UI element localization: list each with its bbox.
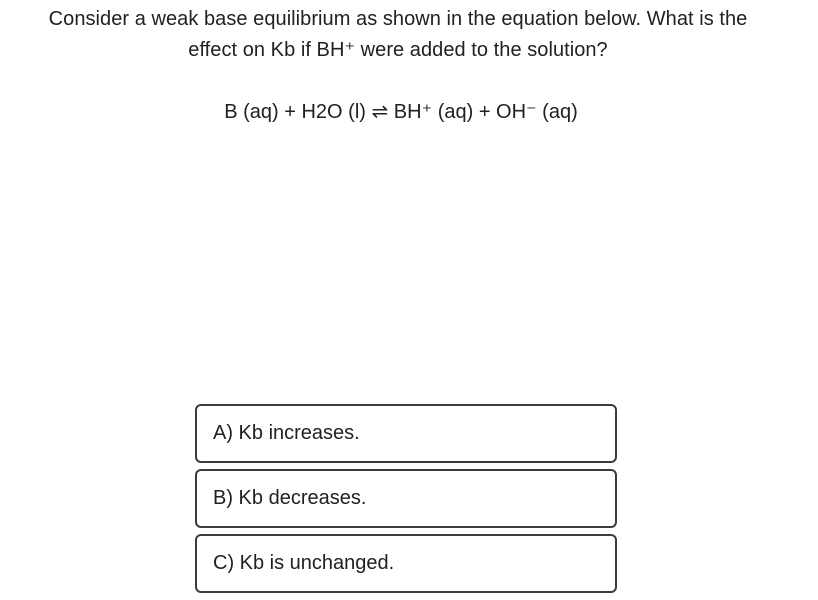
answer-option-a[interactable] bbox=[195, 404, 617, 463]
question-line-1: Consider a weak base equilibrium as shown in the equation below. What is the bbox=[48, 8, 748, 30]
question-text bbox=[0, 4, 796, 66]
equilibrium-equation: B (aq) + H2O (l) ⇌ BH⁺ (aq) + OH⁻ (aq) bbox=[224, 101, 578, 123]
question-line-2: effect on Kb if BH⁺ were added to the solution? bbox=[188, 39, 608, 61]
answer-option-a-label: A) Kb increases. bbox=[213, 422, 360, 444]
answer-option-b-label: B) Kb decreases. bbox=[213, 487, 367, 509]
answer-options bbox=[195, 404, 617, 599]
answer-option-b[interactable] bbox=[195, 469, 617, 528]
answer-option-c[interactable] bbox=[195, 534, 617, 593]
answer-option-c-label: C) Kb is unchanged. bbox=[213, 552, 395, 574]
